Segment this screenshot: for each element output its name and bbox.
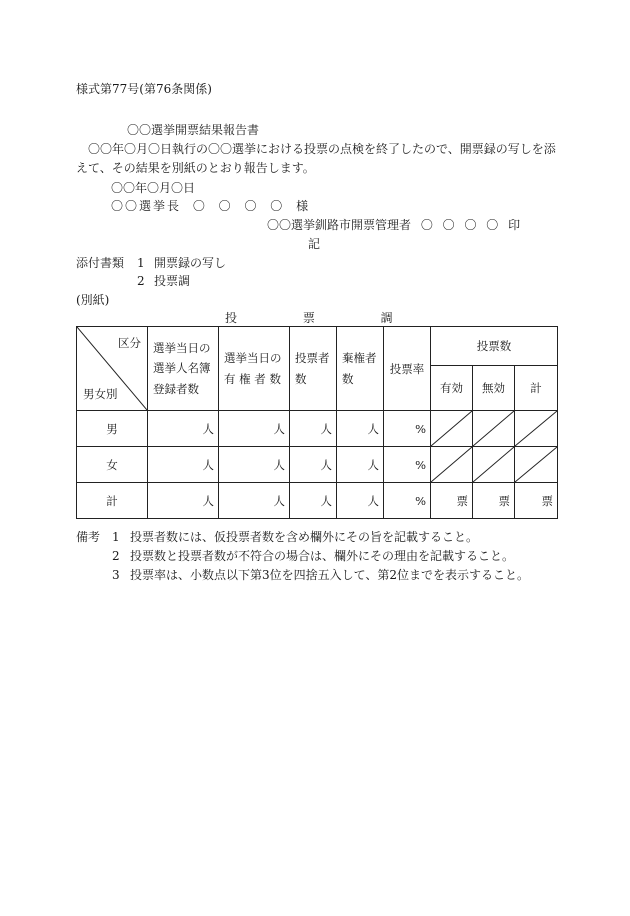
header-category: 区分: [118, 336, 141, 350]
note-3: 投票率は、小数点以下第3位を四捨五入して、第2位までを表示すること。: [130, 568, 530, 582]
attachment-1-number: 1: [137, 256, 145, 270]
attachment-1: 開票録の写し: [154, 256, 227, 270]
sender: 〇〇選挙釧路市開票管理者 〇 〇 〇 〇 印: [267, 218, 521, 232]
blank-diagonal-cell: [431, 447, 473, 483]
unit-percent: %: [384, 483, 431, 519]
blank-diagonal-cell: [473, 411, 515, 447]
unit-person: 人: [337, 483, 384, 519]
header-voters: 投票者 数: [290, 327, 337, 411]
blank-diagonal-cell: [431, 411, 473, 447]
header-vote-total: 計: [515, 366, 558, 411]
header-registered-count: 選挙当日の 選挙人名簿 登録者数: [148, 327, 219, 411]
unit-percent: %: [384, 411, 431, 447]
note-1-number: 1: [112, 530, 120, 544]
header-gender: 男女別: [83, 387, 118, 401]
unit-vote: 票: [473, 483, 515, 519]
header-vote-count: 投票数: [431, 327, 558, 366]
table-title: 投 票 調: [225, 311, 393, 325]
report-date: 〇〇年〇月〇日: [111, 181, 196, 195]
attachment-2-number: 2: [137, 274, 145, 288]
ki-heading: 記: [308, 237, 321, 251]
blank-diagonal-cell: [515, 411, 558, 447]
attachments-label: 添付書類: [76, 256, 125, 270]
unit-person: 人: [148, 411, 219, 447]
note-3-number: 3: [112, 568, 120, 582]
note-2: 投票数と投票者数が不符合の場合は、欄外にその理由を記載すること。: [130, 549, 515, 563]
header-abstainers: 棄権者 数: [337, 327, 384, 411]
note-1: 投票者数には、仮投票者数を含め欄外にその旨を記載すること。: [130, 530, 479, 544]
unit-person: 人: [290, 411, 337, 447]
unit-percent: %: [384, 447, 431, 483]
header-eligible-count: 選挙当日の 有 権 者 数: [219, 327, 290, 411]
table-row: [77, 411, 558, 447]
unit-person: 人: [219, 447, 290, 483]
row-label-female: 女: [77, 447, 148, 483]
appendix-label: (別紙): [76, 293, 110, 307]
unit-person: 人: [148, 447, 219, 483]
attachment-2: 投票調: [154, 274, 191, 288]
row-label-total: 計: [77, 483, 148, 519]
header-turnout-rate: 投票率: [384, 327, 431, 411]
blank-diagonal-cell: [473, 447, 515, 483]
unit-person: 人: [337, 447, 384, 483]
addressee: 〇〇選挙長 〇 〇 〇 〇 様: [111, 199, 311, 213]
body-text-line-1: 〇〇年〇月〇日執行の〇〇選挙における投票の点検を終了したので、開票録の写しを添: [88, 142, 556, 156]
row-label-male: 男: [77, 411, 148, 447]
unit-person: 人: [290, 447, 337, 483]
unit-person: 人: [219, 411, 290, 447]
unit-person: 人: [219, 483, 290, 519]
unit-person: 人: [148, 483, 219, 519]
header-invalid: 無効: [473, 366, 515, 411]
note-2-number: 2: [112, 549, 120, 563]
table-row: [77, 483, 558, 519]
report-title: 〇〇選挙開票結果報告書: [127, 123, 260, 137]
notes-label: 備考: [76, 530, 101, 544]
table-row: [77, 447, 558, 483]
unit-vote: 票: [431, 483, 473, 519]
blank-diagonal-cell: [515, 447, 558, 483]
header-valid: 有効: [431, 366, 473, 411]
unit-person: 人: [337, 411, 384, 447]
unit-person: 人: [290, 483, 337, 519]
corner-header-cell: [77, 327, 148, 411]
body-text-line-2: えて、その結果を別紙のとおり報告します。: [76, 161, 315, 175]
vote-tally-table: [76, 326, 558, 519]
unit-vote: 票: [515, 483, 558, 519]
form-number: 様式第77号(第76条関係): [76, 82, 212, 96]
